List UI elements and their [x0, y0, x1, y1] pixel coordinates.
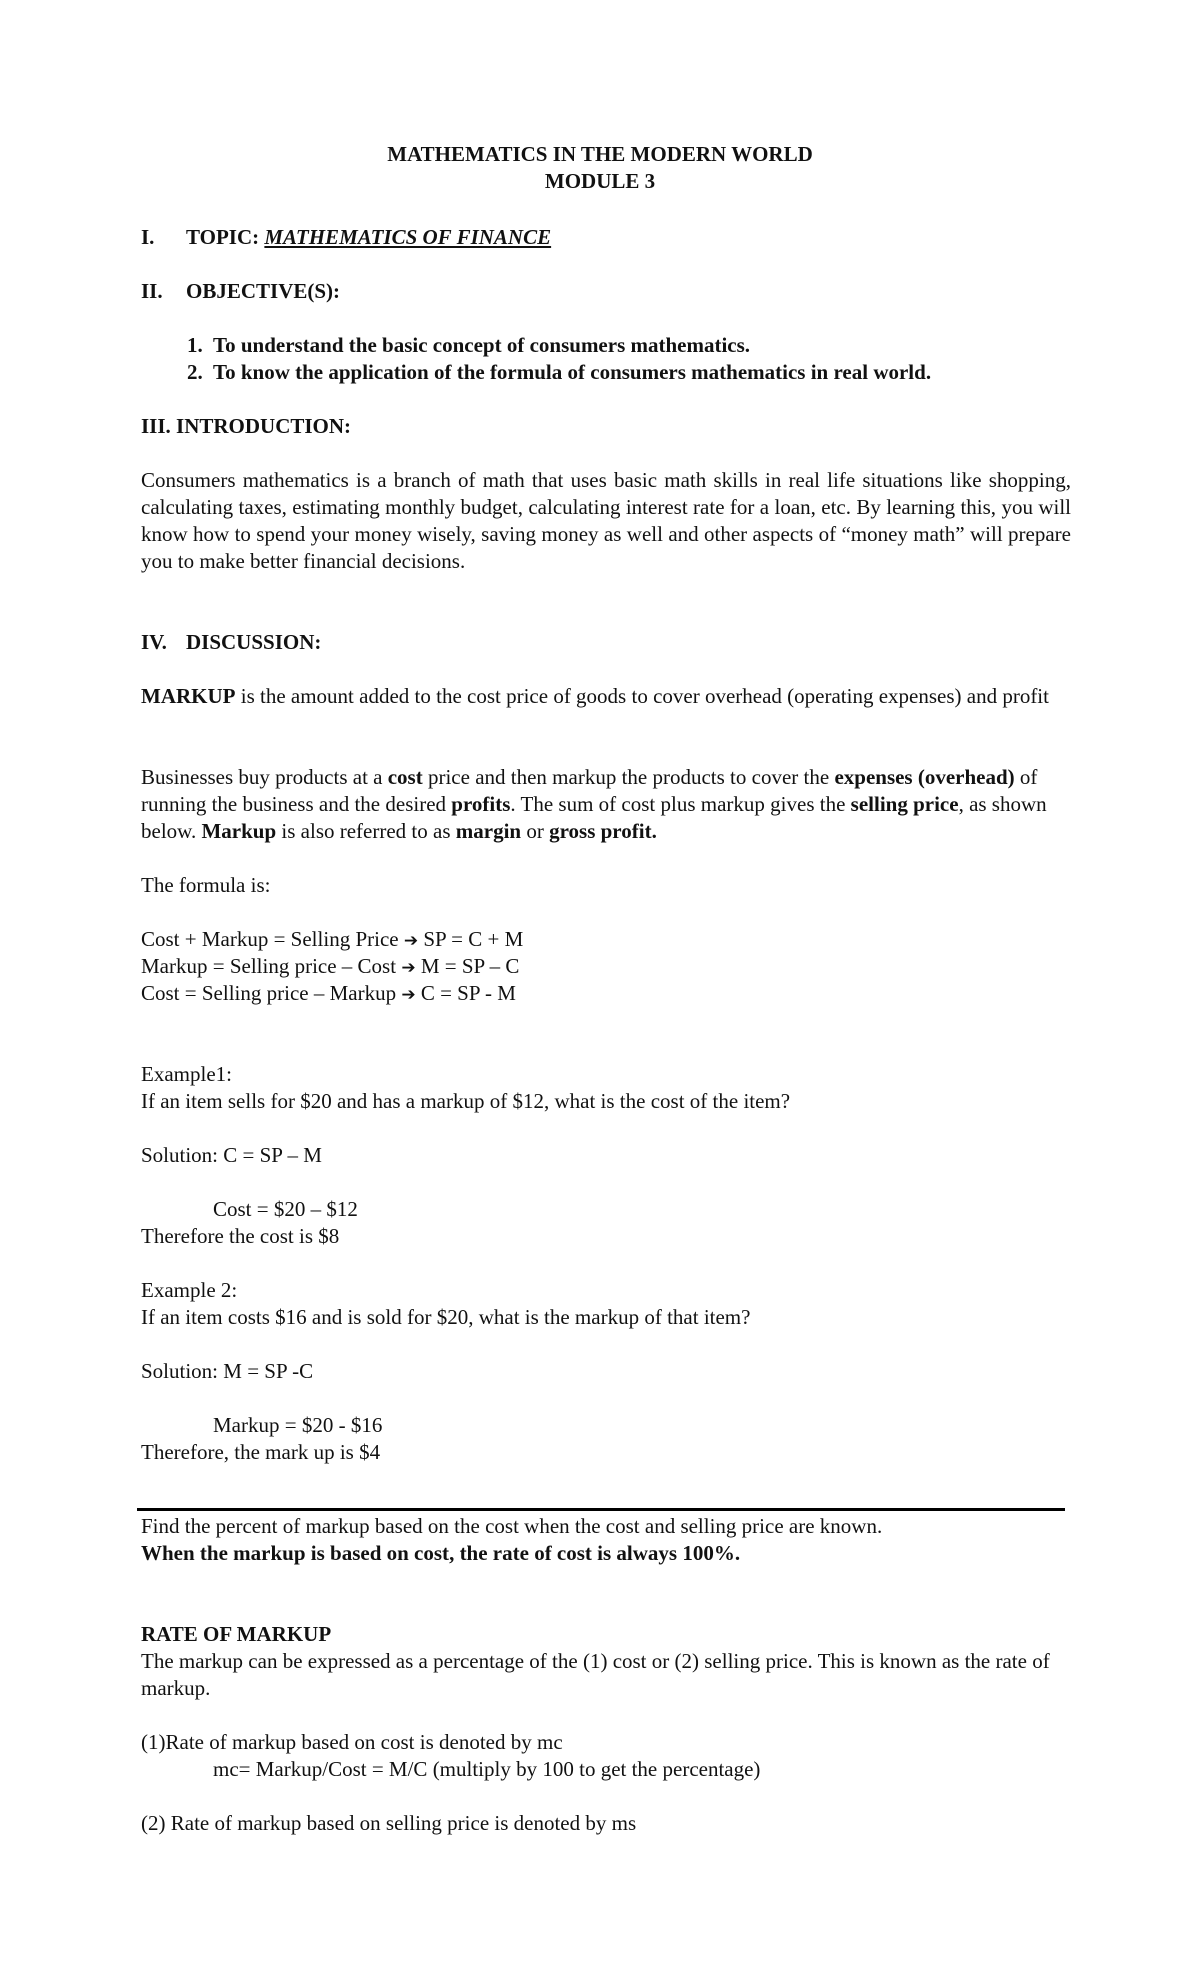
objectives-num: II.	[141, 279, 163, 303]
topic-label: TOPIC:	[186, 225, 265, 249]
text-run: is also referred to as	[276, 819, 456, 843]
topic-num: I.	[141, 225, 155, 249]
discussion-num: IV.	[141, 630, 167, 654]
arrow-icon: ➔	[401, 958, 416, 978]
module-number: MODULE 3	[544, 169, 656, 193]
horizontal-rule	[137, 1508, 1065, 1511]
objective-item	[187, 332, 750, 359]
objectives-heading	[141, 278, 340, 305]
rate-item-2: (2) Rate of markup based on selling price is denoted by ms	[141, 1811, 637, 1835]
bold-run: selling price	[850, 792, 959, 816]
formula-left: Cost + Markup = Selling Price	[141, 927, 404, 951]
example1-answer: Therefore the cost is $8	[141, 1224, 340, 1248]
bold-run: Markup	[201, 819, 277, 843]
bold-run: When the markup is based on cost	[141, 1541, 450, 1565]
document-title: MATHEMATICS IN THE MODERN WORLD	[387, 142, 813, 166]
formula-left: Markup = Selling price – Cost	[141, 954, 402, 978]
topic-heading	[141, 224, 551, 251]
rate-item-1-formula: mc= Markup/Cost = M/C (multiply by 100 to get the percentage)	[213, 1757, 761, 1781]
formula-line	[141, 953, 519, 982]
markup-def-text: is the amount added to the cost price of goods to cover overhead (operating expenses) and profit	[235, 684, 1049, 708]
markup-explanation	[141, 764, 1071, 845]
bold-run: gross profit.	[549, 819, 657, 843]
objective-text: To understand the basic concept of consumers mathematics.	[213, 333, 751, 357]
text-run: of running the business and the desired	[141, 765, 1038, 816]
example2-solution: Solution: M = SP -C	[141, 1359, 314, 1383]
discussion-heading	[141, 629, 321, 656]
rate-item-1: (1)Rate of markup based on cost is denoted by mc	[141, 1730, 563, 1754]
objective-item	[187, 359, 931, 386]
markup-term: MARKUP	[141, 684, 236, 708]
text-run: price and then markup the products to cover the	[422, 765, 835, 789]
introduction-heading: III. INTRODUCTION:	[141, 414, 352, 438]
text-run: or	[521, 819, 550, 843]
discussion-label: DISCUSSION:	[186, 630, 322, 654]
objectives-label: OBJECTIVE(S):	[186, 279, 341, 303]
formula-right: SP = C + M	[418, 927, 524, 951]
example1-work: Cost = $20 – $12	[213, 1197, 358, 1221]
example1-title: Example1:	[141, 1062, 232, 1086]
formula-line	[141, 980, 516, 1009]
text-run: . The sum of cost plus markup gives the	[510, 792, 851, 816]
example1-solution: Solution: C = SP – M	[141, 1143, 322, 1167]
arrow-icon: ➔	[401, 985, 416, 1005]
objective-text: To know the application of the formula of consumers mathematics in real world.	[213, 360, 932, 384]
example1-question: If an item sells for $20 and has a markup of $12, what is the cost of the item?	[141, 1089, 791, 1113]
formula-right: C = SP - M	[415, 981, 516, 1005]
bold-run: expenses (overhead)	[834, 765, 1015, 789]
example2-question: If an item costs $16 and is sold for $20, what is the markup of that item?	[141, 1305, 751, 1329]
example2-work: Markup = $20 - $16	[213, 1413, 383, 1437]
formula-left: Cost = Selling price – Markup	[141, 981, 402, 1005]
formula-line	[141, 926, 523, 955]
example2-answer: Therefore, the mark up is $4	[141, 1440, 381, 1464]
arrow-icon: ➔	[403, 931, 419, 951]
example2-title: Example 2:	[141, 1278, 238, 1302]
formula-intro: The formula is:	[141, 873, 271, 897]
objective-num: 1.	[187, 333, 203, 357]
text-run: Businesses buy products at a	[141, 765, 388, 789]
rate-of-markup-text: The markup can be expressed as a percentage of the (1) cost or (2) selling price. This is known as the rate of markup.	[141, 1649, 1050, 1700]
markup-definition	[141, 683, 1071, 710]
topic-value: MATHEMATICS OF FINANCE	[264, 225, 552, 249]
bold-run: , the rate of cost is always 100%.	[449, 1541, 741, 1565]
introduction-text: Consumers mathematics is a branch of math that uses basic math skills in real life situations like shopping, calculating taxes, estimating monthly budget, calculating interest rate for a loan, etc. By learning this, you will know how to spend your money wisely, saving money as well and other aspects of “money math” will prepare you to make better financial decisions.	[141, 468, 1071, 573]
rate-of-markup-heading: RATE OF MARKUP	[141, 1622, 332, 1646]
formula-right: M = SP – C	[415, 954, 520, 978]
bold-run: margin	[455, 819, 522, 843]
bold-run: cost	[387, 765, 423, 789]
objective-num: 2.	[187, 360, 203, 384]
percent-markup-line: Find the percent of markup based on the cost when the cost and selling price are known.	[141, 1514, 883, 1538]
bold-run: profits	[451, 792, 511, 816]
cost-rate-note	[141, 1540, 740, 1567]
text-run: , as shown below.	[141, 792, 1047, 843]
